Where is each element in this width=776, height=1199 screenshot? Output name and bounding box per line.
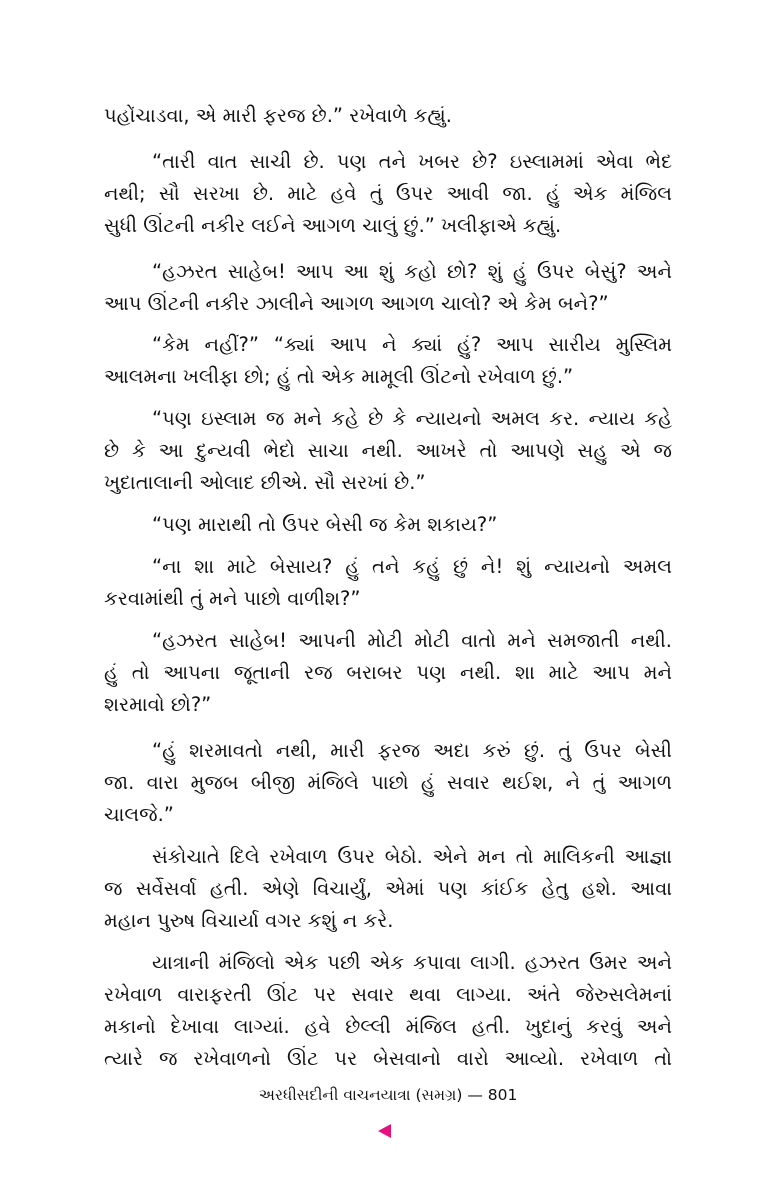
text-line: સુધી ઊંટની નકીર લઈને આગળ ચાલું છું.” ખલીફાએ કહ્યું. [104, 214, 562, 237]
text-line: રખેવાળ વારાફરતી ઊંટ પર સવાર થવા લાગ્યા. અંતે જેરુસલેમનાં [104, 983, 672, 1006]
text-line: જ સર્વેસર્વા હતી. એણે વિચાર્યું, એમાં પણ કાંઈક હેતુ હશે. આવા [104, 877, 672, 900]
text-line: “તારી વાત સાચી છે. પણ તને ખબર છે? ઇસ્લામમાં એવા ભેદ [152, 150, 672, 173]
text-line: ત્યારે જ રખેવાળનો ઊંટ પર બેસવાનો વારો આવ્યો. રખેવાળ તો [104, 1047, 672, 1070]
text-line: “હઝરત સાહેબ! આપની મોટી મોટી વાતો મને સમજાતી નથી. [152, 629, 672, 652]
text-line: આલમના ખલીફા છો; હું તો એક મામૂલી ઊંટનો રખેવાળ છું.” [104, 365, 574, 388]
text-line: છે કે આ દુન્યવી ભેદો સાચા નથી. આખરે તો આપણે સહુ એ જ [104, 439, 672, 462]
text-line: આપ ઊંટની નકીર ઝાલીને આગળ આગળ ચાલો? એ કેમ બને?” [104, 292, 609, 315]
text-line: “હું શરમાવતો નથી, મારી ફરજ અદા કરું છું. તું ઉપર બેસી [152, 739, 672, 762]
page-footer: અરધીસદીની વાચનયાત્રા (સમગ્ર) — 801 [258, 1086, 518, 1104]
text-line: મહાન પુરુષ વિચાર્યા વગર કશું ન કરે. [104, 909, 394, 932]
text-line: હું તો આપના જૂતાની રજ બરાબર પણ નથી. શા માટે આપ મને [104, 661, 672, 684]
text-line: કરવામાંથી તું મને પાછો વાળીશ?” [104, 587, 361, 610]
text-line: ખુદાતાલાની ઓલાદ છીએ. સૌ સરખાં છે.” [104, 471, 426, 494]
text-line: “હઝરત સાહેબ! આપ આ શું કહો છો? શું હું ઉપર બેસું? અને [152, 260, 672, 283]
text-line: પહોંચાડવા, એ મારી ફરજ છે.” રખેવાળે કહ્યું. [104, 104, 452, 127]
text-line: નથી; સૌ સરખા છે. માટે હવે તું ઉપર આવી જા. હું એક મંજિલ [104, 182, 672, 205]
text-line: “પણ મારાથી તો ઉપર બેસી જ કેમ શકાય?” [152, 513, 498, 536]
text-line: “ના શા માટે બેસાય? હું તને કહું છું ને! શું ન્યાયનો અમલ [152, 555, 672, 578]
text-line: શરમાવો છો?” [104, 693, 212, 716]
text-line: “પણ ઇસ્લામ જ મને કહે છે કે ન્યાયનો અમલ કર. ન્યાય કહે [152, 407, 672, 430]
text-line: જા. વારા મુજબ બીજી મંજિલે પાછો હું સવાર થઈશ, ને તું આગળ [104, 771, 672, 794]
text-line: સંકોચાતે દિલે રખેવાળ ઉપર બેઠો. એને મન તો માલિકની આજ્ઞા [152, 845, 672, 868]
text-line: ચાલજે.” [104, 803, 174, 826]
left-triangle-arrow-icon[interactable] [378, 1124, 391, 1138]
text-line: યાત્રાની મંજિલો એક પછી એક કપાવા લાગી. હઝરત ઉમર અને [152, 951, 672, 974]
text-line: “કેમ નહીં?” “ક્યાં આપ ને ક્યાં હું? આપ સારીય મુસ્લિમ [152, 333, 672, 356]
text-line: મકાનો દેખાવા લાગ્યાં. હવે છેલ્લી મંજિલ હતી. ખુદાનું કરવું અને [104, 1015, 672, 1038]
